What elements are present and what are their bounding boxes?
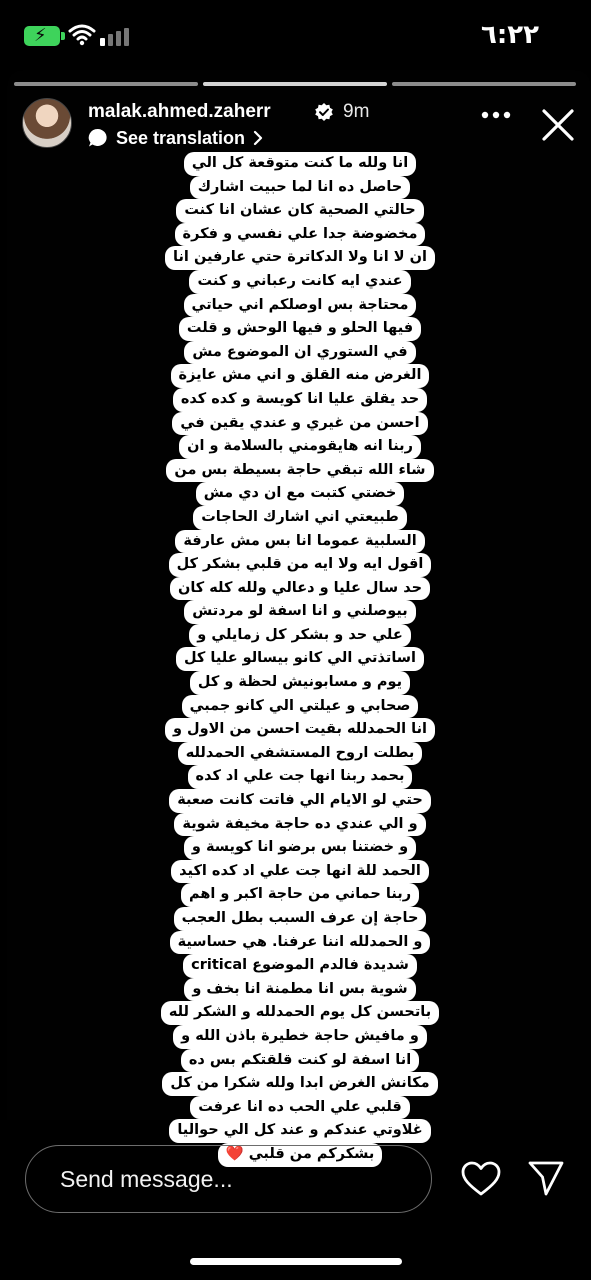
status-bar [0,0,591,70]
story-text-line: اساتذتي الي كانو بيسالو عليا كل [176,647,424,671]
chevron-right-icon [253,130,263,146]
story-text-line: طبيعتي اني اشارك الحاجات [193,506,407,530]
story-text-line: حاجة إن عرف السبب بطل العجب [174,907,427,931]
story-text-line: و الحمدلله اننا عرفنا. هي حساسية [170,931,431,955]
story-progress-segment-2 [203,82,387,86]
story-text-line: خضتي كتبت مع ان دي مش [196,482,405,506]
story-text-block [150,152,450,1167]
charging-bolt-icon: ⚡ [34,25,47,46]
story-text-line: شديدة فالدم الموضوع critical [183,954,417,978]
story-text-line: ربنا حماني من حاجة اكبر و اهم [181,883,419,907]
see-translation-button[interactable] [88,127,263,149]
story-text-line: مكانش الغرض ابدا ولله شكرا من كل [162,1072,437,1096]
story-text-line: بشكركم من قلبي ❤️ [218,1143,383,1167]
story-text-line: فيها الحلو و فيها الوحش و قلت [179,317,421,341]
story-text-line: احسن من غيري و عندي يقين في [172,412,427,436]
story-text-line: حد سال عليا و دعالي ولله كله كان [170,577,430,601]
red-heart-icon: ❤️ [225,1145,249,1162]
story-text-line: حاصل ده انا لما حبيت اشارك [190,176,411,200]
story-text-line: ربنا انه هايقومني بالسلامة و ان [179,435,421,459]
story-text-line: انا الحمدلله بقيت احسن من الاول و [165,718,435,742]
see-translation-label: See translation [116,127,246,148]
wifi-icon [68,22,96,46]
story-text-line: بيوصلني و انا اسفة لو مردتش [184,600,415,624]
heart-outline-icon[interactable] [461,1161,501,1197]
story-text-line: محتاجة بس اوصلكم اني حياتي [184,294,417,318]
story-text-line: عندي ايه كانت رعباني و كنت [189,270,410,294]
story-text-line: بطلت اروح المستشفي الحمدلله [178,742,423,766]
post-time: 9m [343,101,370,122]
story-text-line: و خضتنا بس برضو انا كويسة و [184,836,416,860]
story-text-line: باتحسن كل يوم الحمدلله و الشكر لله [161,1001,439,1025]
speech-bubble-icon [88,128,108,148]
story-text-line: السلبية عموما انا بس مش عارفة [175,530,424,554]
story-text-line: الغرض منه القلق و اني مش عايزة [171,364,430,388]
story-text-line: شوية بس انا مطمنة انا بخف و [184,978,415,1002]
story-text-line: بحمد ربنا انها جت علي اد كده [188,765,413,789]
paper-plane-icon[interactable] [527,1160,565,1198]
story-text-line: الحمد للة انها جت علي اد كده اكيد [171,860,429,884]
more-options-icon[interactable] [481,111,511,119]
story-text-line: غلاوتي عندكم و عند كل الي حواليا [169,1119,430,1143]
status-time: ٦:٢٢ [480,20,539,50]
story-text-line: و الي عندي ده حاجة مخيفة شوية [174,813,425,837]
battery-tip [61,32,65,40]
story-text-line: و مافيش حاجة خطيرة باذن الله و [173,1025,427,1049]
story-text-line: حد يقلق عليا انا كويسة و كده كده [173,388,427,412]
close-icon[interactable] [541,108,575,142]
story-text-line: انا ولله ما كنت متوقعة كل الي [184,152,416,176]
story-text-line: اقول ايه ولا ايه من قلبي بشكر كل [169,553,432,577]
home-indicator [190,1258,402,1265]
story-progress-segment-1 [14,82,198,86]
send-message-placeholder: Send message... [60,1166,233,1192]
story-text-line: ان لا انا ولا الدكاترة حتي عارفين انا [165,246,435,270]
username[interactable]: malak.ahmed.zaherr [88,101,271,122]
story-text-line: قلبي علي الحب ده انا عرفت [190,1096,410,1120]
story-text-line: حالتي الصحية كان عشان انا كنت [176,199,423,223]
story-text-line: صحابي و عيلتي الي كانو جمبي [182,695,419,719]
story-progress-segment-3 [392,82,576,86]
story-text-line: مخضوضة جدا علي نفسي و فكرة [175,223,426,247]
story-text-line: شاء الله تبقي حاجة بسيطة بس من [166,459,433,483]
send-message-input[interactable] [25,1145,432,1213]
cellular-signal-icon [100,28,130,46]
verified-badge-icon [315,103,333,121]
avatar[interactable] [22,98,72,148]
story-text-line: يوم و مسابونيش لحظة و كل [190,671,410,695]
story-text-line: حتي لو الايام الي فاتت كانت صعبة [169,789,431,813]
story-text-line: علي حد و بشكر كل زمايلي و [189,624,410,648]
story-text-line: في الستوري ان الموضوع مش [184,341,415,365]
story-text-line: انا اسفة لو كنت قلقتكم بس ده [181,1049,419,1073]
